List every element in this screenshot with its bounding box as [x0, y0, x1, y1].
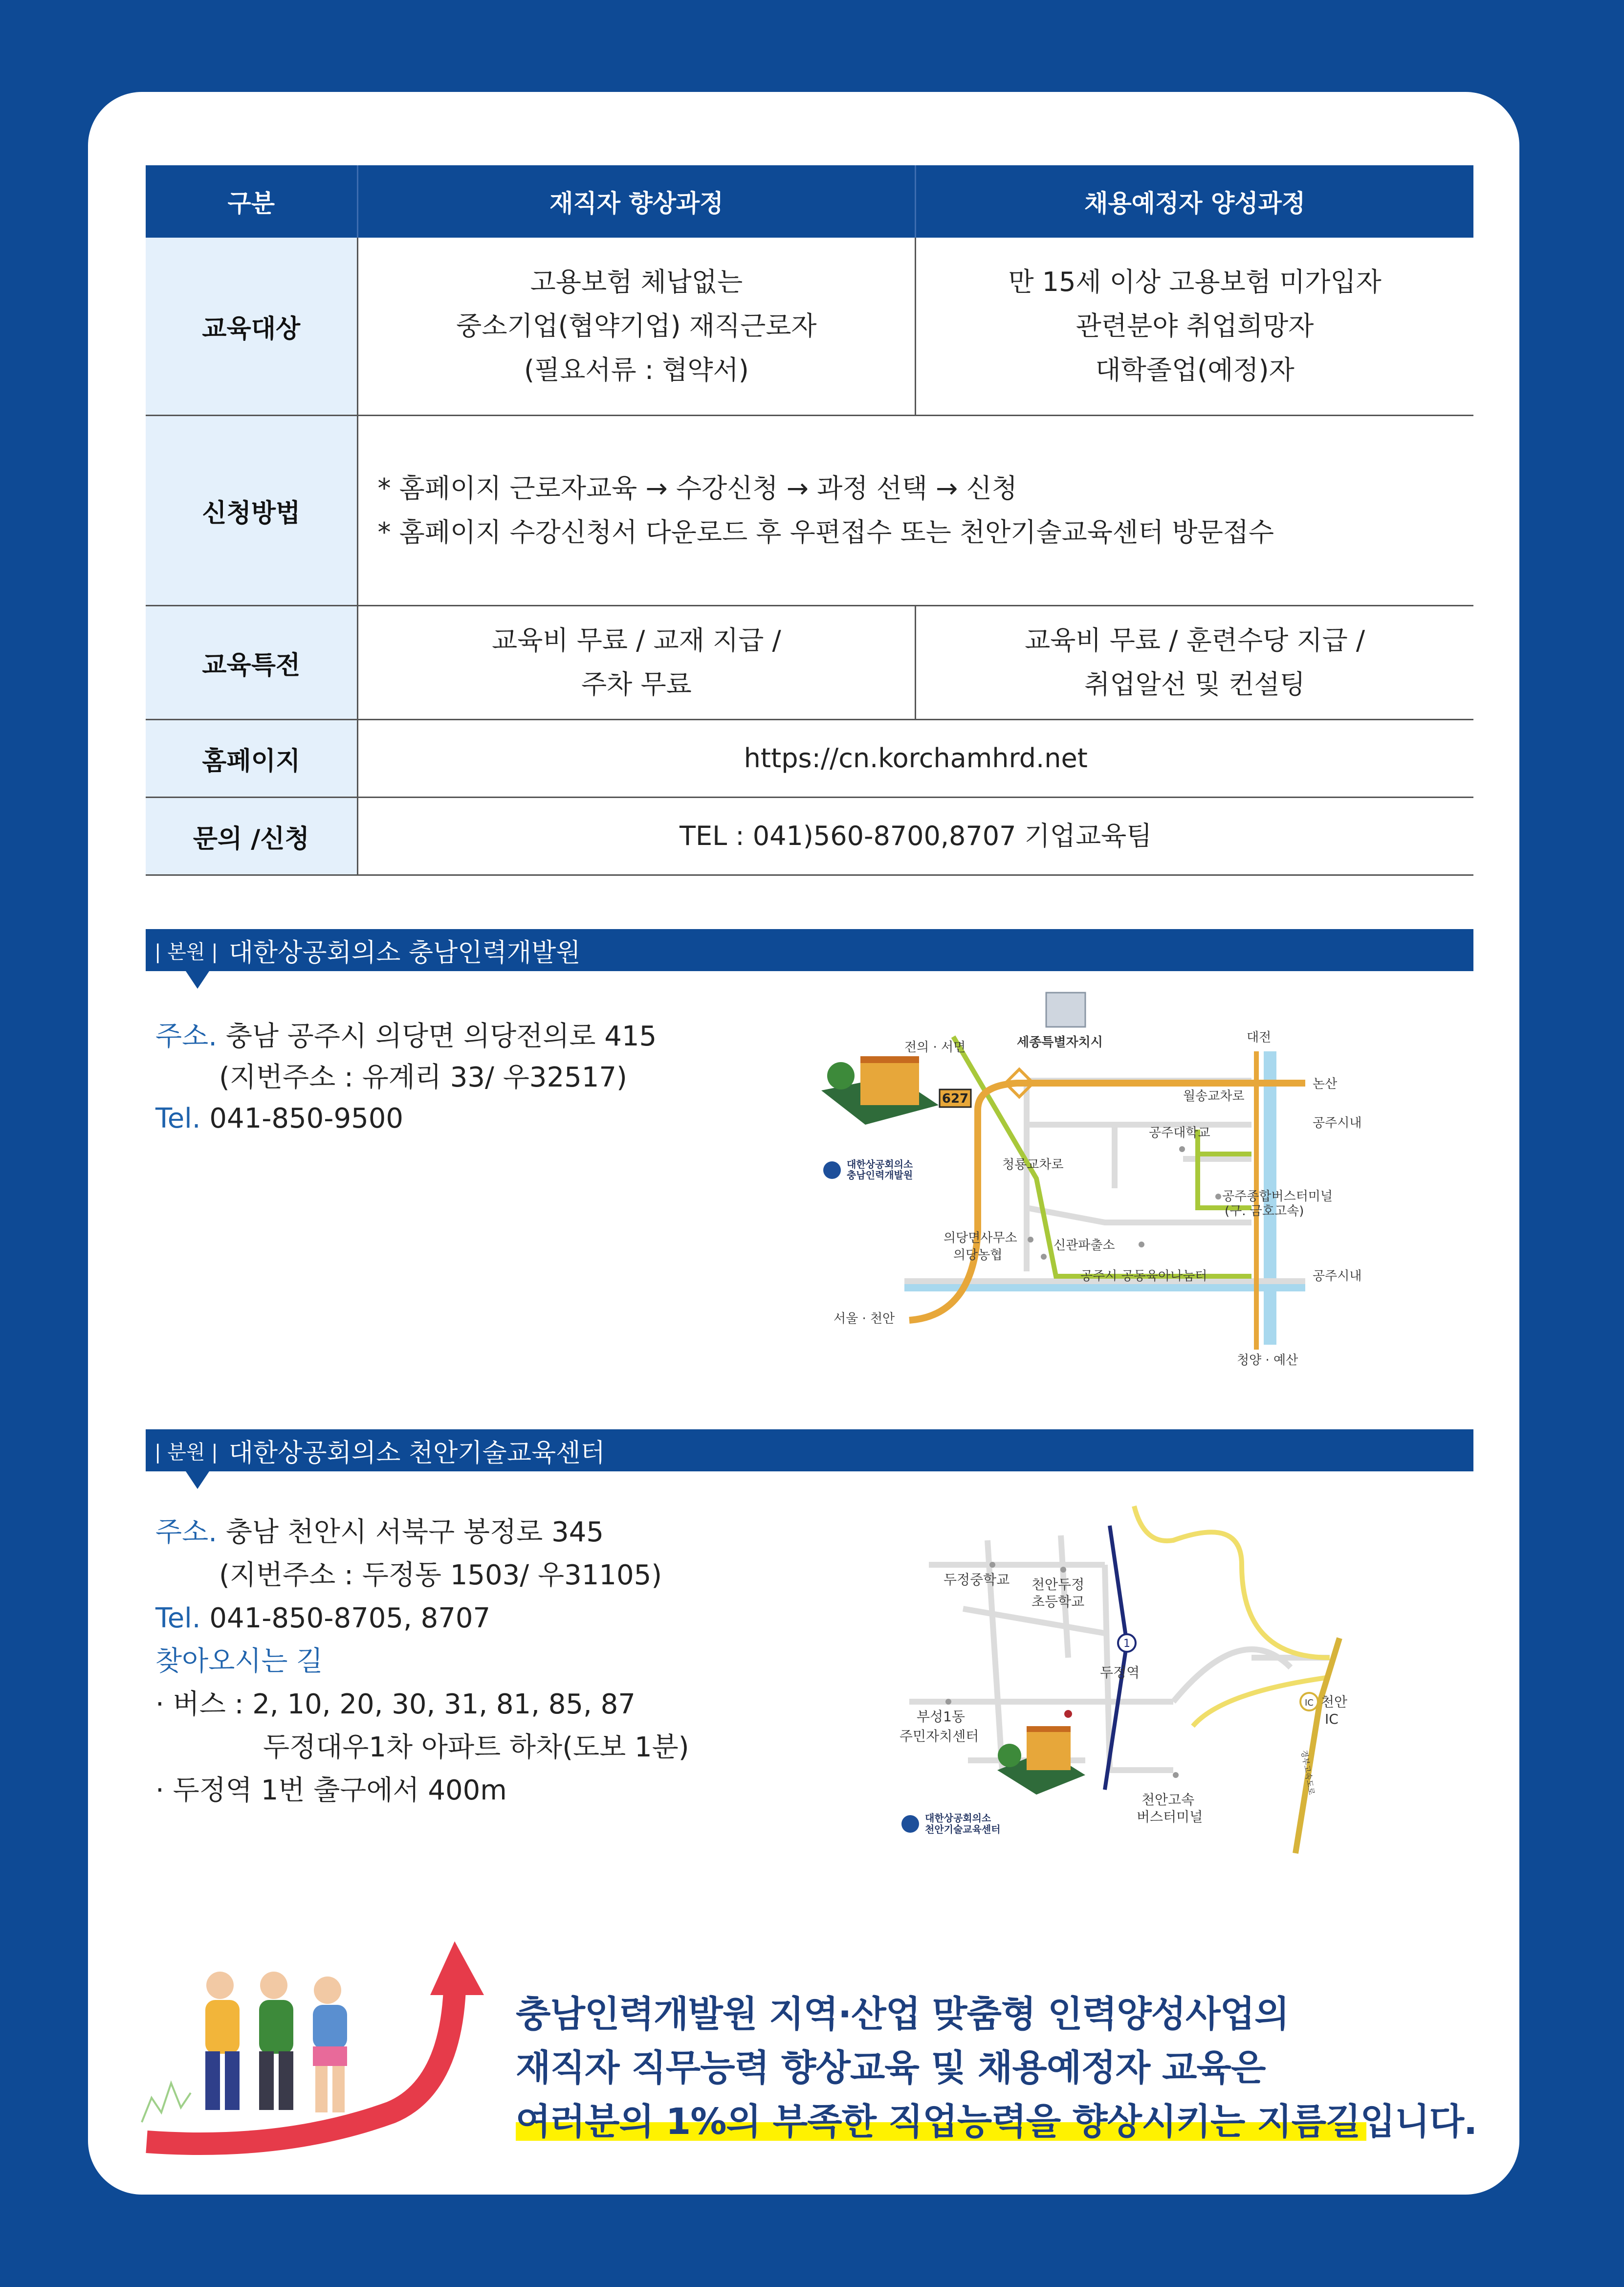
- label-office: 의당면사무소: [944, 1231, 1017, 1245]
- table-row-contact: [146, 798, 1473, 876]
- branch-pin-icon: [1064, 1710, 1072, 1718]
- table-row-apply: [146, 416, 1473, 606]
- branch-banner: [146, 1429, 1473, 1471]
- branch-banner-pointer: [186, 1471, 209, 1489]
- table-row-homepage: [146, 720, 1473, 798]
- branch-info: [155, 1511, 689, 1812]
- hq-tel: 041-850-9500: [209, 1103, 404, 1134]
- row-label-target: 교육대상: [146, 238, 358, 415]
- subway-route: · 두정역 1번 출구에서 400m: [155, 1775, 507, 1806]
- label-elem2: 초등학교: [1031, 1594, 1085, 1610]
- table-row-target: [146, 238, 1473, 416]
- label-ic1: 천안: [1321, 1694, 1348, 1710]
- sejong-building-icon: [1046, 993, 1085, 1027]
- branch-address: 충남 천안시 서북구 봉정로 345: [225, 1516, 604, 1548]
- benefit-incumbent-line1: 교육비 무료 / 교재 지급 /: [492, 625, 781, 656]
- target-prospective-line3: 대학졸업(예정)자: [1095, 355, 1295, 385]
- arrow-head-icon: [430, 1941, 484, 1995]
- hq-logo-icon: [823, 1161, 841, 1179]
- branch-tag-text: 분원: [167, 1441, 205, 1464]
- hq-location-map: [812, 978, 1374, 1379]
- target-incumbent-line3: (필요서류 : 협약서): [524, 355, 749, 385]
- target-prospective: [916, 238, 1473, 415]
- apply-line1: * 홈페이지 근로자교육 → 수강신청 → 과정 선택 → 신청: [377, 473, 1017, 504]
- branch-logo-icon: [901, 1815, 919, 1833]
- bus-stop: 두정대우1차 아파트 하차(도보 1분): [263, 1732, 689, 1763]
- label-gongju-city1: 공주시내: [1313, 1116, 1362, 1131]
- branch-logo-line1: 대한상공회의소: [925, 1812, 991, 1824]
- hq-tag: | 본원 |: [154, 940, 218, 963]
- route-number: 627: [942, 1091, 969, 1106]
- apply-method: [358, 416, 1473, 605]
- label-jeongryong: 청룡교차로: [1002, 1157, 1064, 1172]
- label-jeonui: 전의 · 서면: [904, 1040, 966, 1055]
- target-incumbent: [358, 238, 917, 415]
- slogan-line1: 충남인력개발원 지역·산업 맞춤형 인력양성사업의: [516, 1993, 1289, 2035]
- campus-building-icon: [821, 1056, 939, 1125]
- branch-address-sub: (지번주소 : 두정동 1503/ 우31105): [219, 1559, 662, 1591]
- table-header-row: [146, 165, 1473, 238]
- label-terminal2: (구. 금호고속): [1225, 1204, 1304, 1219]
- label-terminal1: 공주종합버스터미널: [1222, 1189, 1333, 1204]
- hq-banner-pointer: [186, 971, 209, 989]
- station-number: 1: [1123, 1638, 1130, 1650]
- slogan-line2: 재직자 직무능력 향상교육 및 채용예정자 교육은: [516, 2047, 1266, 2089]
- benefit-incumbent-line2: 주차 무료: [581, 669, 692, 700]
- label-nonghyup: 의당농협: [953, 1248, 1003, 1263]
- bus-routes: · 버스 : 2, 10, 20, 30, 31, 81, 85, 87: [155, 1688, 636, 1720]
- slogan-line3: 여러분의 1%의 부족한 직업능력을 향상시키는 지름길입니다.: [516, 2101, 1477, 2143]
- header-category: 구분: [146, 165, 358, 238]
- branch-tel-label: Tel.: [155, 1602, 201, 1634]
- course-table: [146, 165, 1473, 876]
- benefit-prospective: [916, 606, 1473, 719]
- branch-logo-line2: 천안기술교육센터: [925, 1823, 1001, 1835]
- label-sejong: 세종특별자치시: [1017, 1035, 1103, 1050]
- label-office1: 부성1동: [917, 1709, 965, 1725]
- label-office2: 주민자치센터: [900, 1728, 979, 1744]
- running-people-icon: [205, 1972, 347, 2112]
- ic-badge-text: IC: [1305, 1698, 1314, 1708]
- hq-address: 충남 공주시 의당면 의당전의로 415: [225, 1021, 657, 1052]
- benefit-incumbent: [358, 606, 917, 719]
- target-incumbent-line2: 중소기업(협약기업) 재직근로자: [456, 311, 817, 341]
- label-daejeon: 대전: [1247, 1030, 1272, 1045]
- hq-tag-text: 본원: [167, 940, 205, 963]
- label-ic2: IC: [1325, 1711, 1339, 1727]
- label-seoul: 서울 · 천안: [834, 1311, 895, 1326]
- label-bus1: 천안고속: [1141, 1792, 1195, 1808]
- directions-title: 찾아오시는 길: [155, 1645, 323, 1677]
- growth-illustration: [137, 1927, 489, 2161]
- homepage-url[interactable]: https://cn.korchamhrd.net: [744, 743, 1088, 774]
- branch-address-label: 주소.: [155, 1516, 217, 1548]
- row-label-homepage: 홈페이지: [146, 720, 358, 797]
- expressway: [1295, 1638, 1339, 1853]
- label-childcare: 공주시 공동육아나눔터: [1080, 1269, 1207, 1284]
- hq-address-label: 주소.: [155, 1021, 217, 1052]
- label-bus2: 버스터미널: [1137, 1809, 1203, 1825]
- target-prospective-line1: 만 15세 이상 고용보험 미가입자: [1008, 266, 1382, 297]
- table-row-benefit: [146, 606, 1473, 720]
- row-label-benefit: 교육특전: [146, 606, 358, 719]
- target-incumbent-line1: 고용보험 체납없는: [530, 266, 743, 297]
- benefit-prospective-line2: 취업알선 및 컨설팅: [1084, 669, 1305, 700]
- hq-address-sub: (지번주소 : 유계리 33/ 우32517): [219, 1062, 627, 1093]
- label-expressway: 경부고속도로: [1299, 1749, 1317, 1796]
- label-wolsong: 월송교차로: [1183, 1089, 1245, 1104]
- hq-logo-line2: 충남인력개발원: [847, 1169, 913, 1181]
- hq-banner: [146, 929, 1473, 971]
- yellow-road: [1134, 1506, 1330, 1658]
- row-label-contact: 문의 /신청: [146, 798, 358, 874]
- target-prospective-line2: 관련분야 취업희망자: [1075, 311, 1314, 341]
- label-station: 두정역: [1100, 1665, 1140, 1681]
- label-gongju-univ: 공주대학교: [1149, 1126, 1210, 1140]
- growth-arrow: [147, 1990, 455, 2144]
- benefit-prospective-line1: 교육비 무료 / 훈련수당 지급 /: [1025, 625, 1365, 656]
- label-nonsan: 논산: [1313, 1077, 1338, 1091]
- apply-line2: * 홈페이지 수강신청서 다운로드 후 우편접수 또는 천안기술교육센터 방문접수: [377, 517, 1274, 548]
- label-police: 신관파출소: [1053, 1238, 1115, 1253]
- header-incumbent-course: 재직자 향상과정: [358, 165, 917, 238]
- row-label-apply: 신청방법: [146, 416, 358, 605]
- city-skyline: [142, 2083, 191, 2122]
- branch-tag: | 분원 |: [154, 1441, 218, 1464]
- branch-location-map: [900, 1496, 1388, 1858]
- hq-logo-line1: 대한상공회의소: [847, 1158, 913, 1170]
- label-elem1: 천안두정: [1031, 1576, 1085, 1593]
- hq-tel-label: Tel.: [155, 1103, 201, 1134]
- contact-tel: TEL : 041)560-8700,8707 기업교육팀: [680, 821, 1152, 851]
- hq-info: [155, 1016, 657, 1139]
- branch-name: 대한상공회의소 천안기술교육센터: [228, 1438, 605, 1468]
- label-middle-school: 두정중학교: [944, 1572, 1010, 1588]
- label-gongju-city2: 공주시내: [1313, 1269, 1362, 1284]
- hq-name: 대한상공회의소 충남인력개발원: [228, 938, 581, 968]
- header-prospective-course: 채용예정자 양성과정: [916, 165, 1473, 238]
- label-cheongyang: 청양 · 예산: [1237, 1353, 1298, 1368]
- branch-tel: 041-850-8705, 8707: [209, 1602, 491, 1634]
